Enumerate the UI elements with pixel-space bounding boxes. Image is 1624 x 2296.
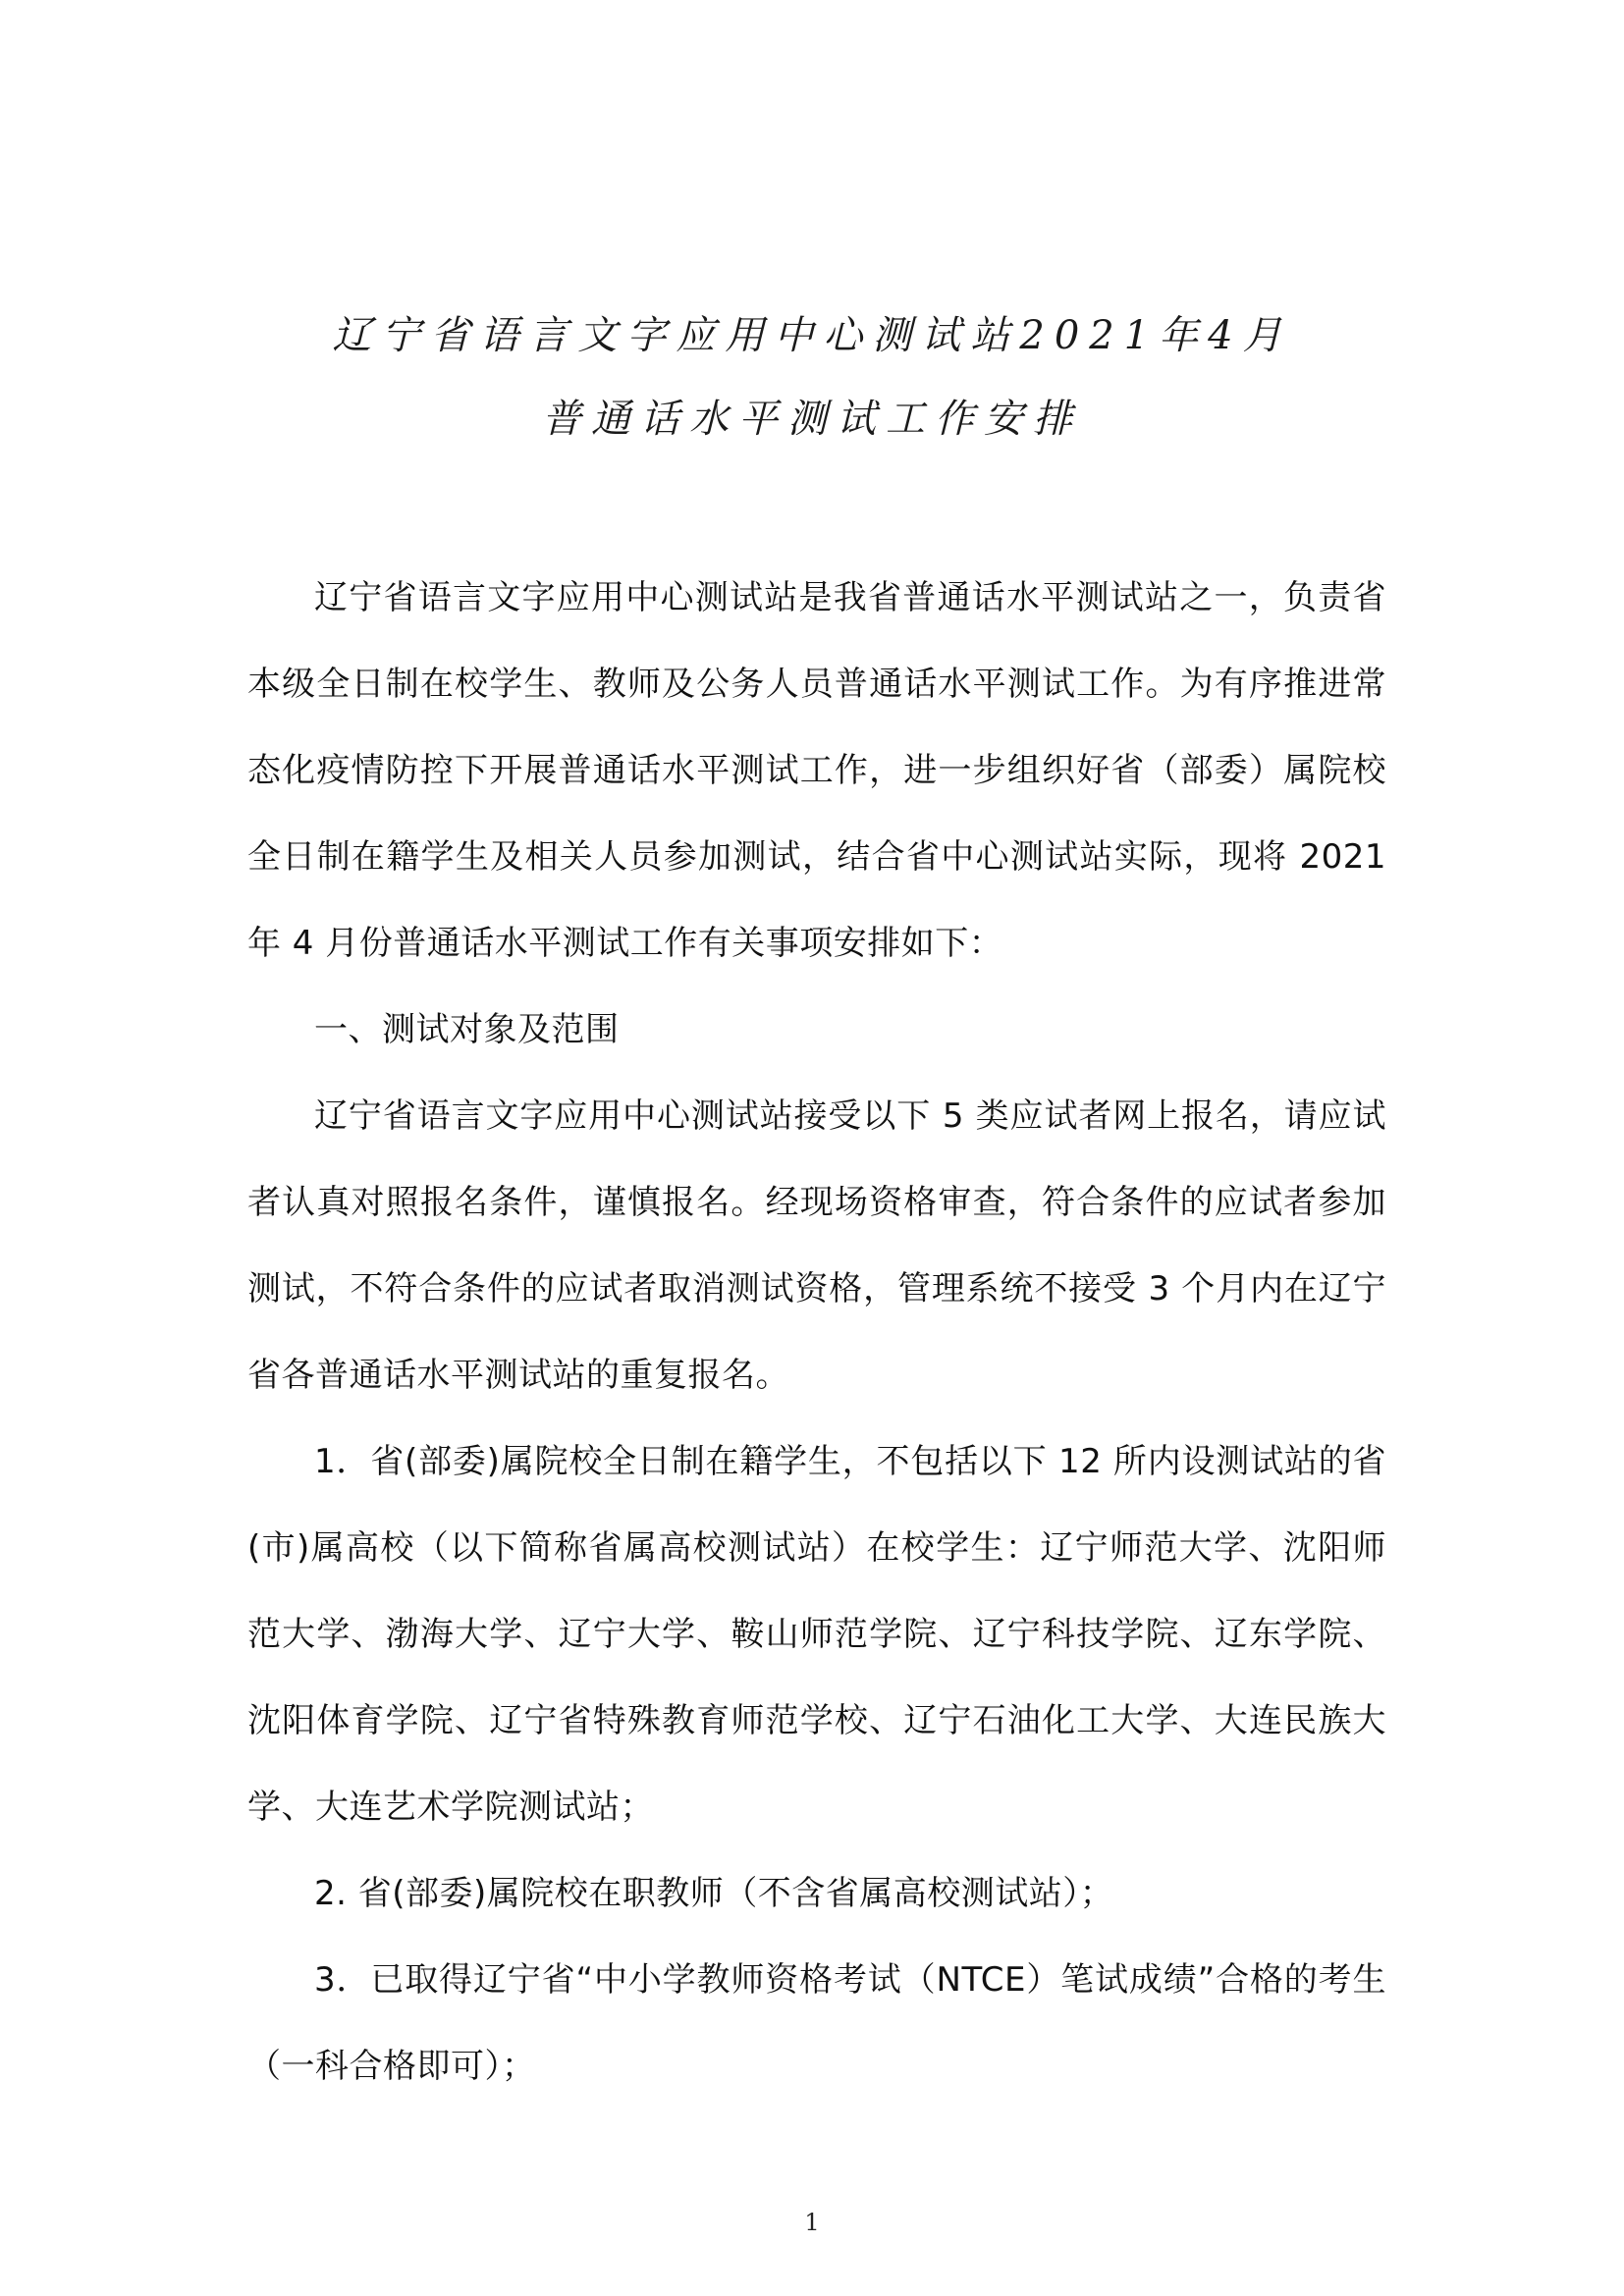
intro-paragraph: 辽宁省语言文字应用中心测试站是我省普通话水平测试站之一，负责省本级全日制在校学生、教师及公务人员普通话水平测试工作。为有序推进常态化疫情防控下开展普通话水平测试工作，进一步组织好省（部委）属院校全日制在籍学生及相关人员参加测试，结合省中心测试站实际，现将 2021 年 4 月份普通话水平测试工作有关事项安排如下： bbox=[247, 578, 1386, 963]
section-heading-1: 一、测试对象及范围 bbox=[314, 1010, 620, 1049]
document-title-line-1: 辽宁省语言文字应用中心测试站2021年4月 bbox=[332, 313, 1292, 358]
list-item-2: 2. 省(部委)属院校在职教师（不含省属高校测试站）； bbox=[314, 1874, 1114, 1913]
page-number: 1 bbox=[804, 2209, 820, 2236]
registration-paragraph: 辽宁省语言文字应用中心测试站接受以下 5 类应试者网上报名，请应试者认真对照报名条件，谨慎报名。经现场资格审查，符合条件的应试者参加测试，不符合条件的应试者取消测试资格，管理系统不接受 3 个月内在辽宁省各普通话水平测试站的重复报名。 bbox=[247, 1096, 1386, 1395]
document-title-line-2: 普通话水平测试工作安排 bbox=[542, 397, 1082, 442]
document-body bbox=[247, 555, 1386, 2109]
list-item-3: 3．已取得辽宁省“中小学教师资格考试（NTCE）笔试成绩”合格的考生（一科合格即可）； bbox=[247, 1960, 1386, 2086]
list-item-1: 1．省(部委)属院校全日制在籍学生，不包括以下 12 所内设测试站的省(市)属高校（以下简称省属高校测试站）在校学生：辽宁师范大学、沈阳师范大学、渤海大学、辽宁大学、鞍山师范学院、辽宁科技学院、辽东学院、沈阳体育学院、辽宁省特殊教育师范学校、辽宁石油化工大学、大连民族大学、大连艺术学院测试站； bbox=[247, 1442, 1386, 1827]
